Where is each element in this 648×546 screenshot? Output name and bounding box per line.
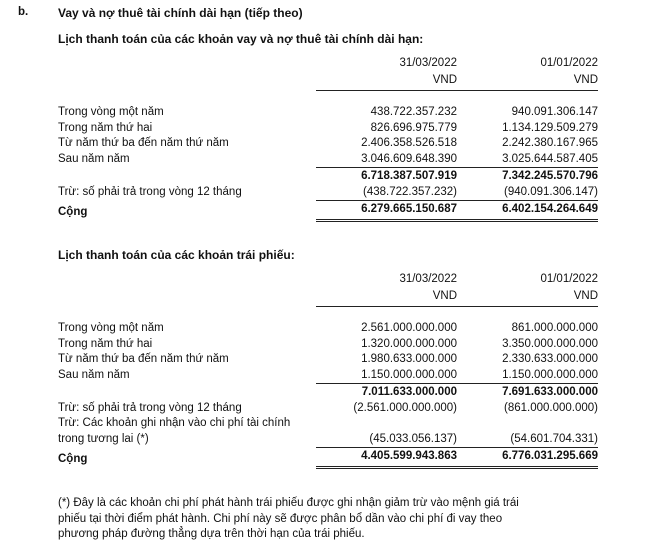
- row-value-1: (438.722.357.232): [363, 185, 457, 198]
- header-spacer: [58, 272, 316, 289]
- row-label: Trong vòng một năm: [58, 322, 164, 334]
- bond-schedule-title: Lịch thanh toán của các khoản trái phiếu:: [58, 248, 295, 262]
- row-value-2: 2.330.633.000.000: [502, 353, 598, 365]
- table-row-total: [58, 448, 598, 468]
- bond-schedule-block: [58, 248, 598, 469]
- row-value-2: 7.691.633.000.000: [457, 384, 598, 401]
- column-header-unit-2: VND: [457, 289, 598, 307]
- table-row: [58, 105, 598, 121]
- table-row: [58, 185, 598, 201]
- table-row: [58, 121, 598, 137]
- footnote-line-1: (*) Đây là các khoản chi phí phát hành trái phiếu được ghi nhận giảm trừ vào mệnh giá trái: [58, 497, 519, 509]
- bond-schedule-table: [58, 272, 598, 469]
- column-header-unit-1: VND: [316, 289, 457, 307]
- row-value-2: 1.134.129.509.279: [502, 121, 598, 134]
- header-spacer-2: [58, 73, 316, 91]
- column-header-unit-1: VND: [316, 73, 457, 91]
- table-row-total: [58, 201, 598, 221]
- row-label: Từ năm thứ ba đến năm thứ năm: [58, 137, 229, 149]
- table-row: [58, 152, 598, 168]
- footnote: [58, 496, 598, 543]
- table-row: [58, 321, 598, 337]
- table-row-subtotal: [58, 384, 598, 401]
- table-row: [58, 352, 598, 368]
- loan-schedule-title: Lịch thanh toán của các khoản vay và nợ thuê tài chính dài hạn:: [58, 32, 424, 46]
- row-value-2: 3.025.644.587.405: [502, 152, 598, 165]
- row-label: Trong năm thứ hai: [58, 121, 153, 134]
- section-label: b.: [18, 6, 29, 18]
- row-value-2: [457, 416, 598, 432]
- row-value-2: 3.350.000.000.000: [502, 337, 598, 350]
- section-title: Vay và nợ thuê tài chính dài hạn (tiếp theo): [58, 6, 303, 20]
- table-row: [58, 136, 598, 152]
- row-label: trong tương lai (*): [58, 433, 149, 445]
- table-header-units: [58, 289, 598, 307]
- table-row: [58, 432, 598, 448]
- row-value-1: 6.279.665.150.687: [316, 201, 457, 221]
- row-value-1: (45.033.056.137): [369, 432, 457, 445]
- spacer-cell: [58, 91, 598, 106]
- column-header-date-2: 01/01/2022: [540, 273, 598, 285]
- row-label: Trong vòng một năm: [58, 106, 164, 118]
- row-value-1: 4.405.599.943.863: [316, 448, 457, 468]
- table-header-dates: [58, 56, 598, 73]
- row-value-2: 940.091.306.147: [511, 106, 598, 118]
- header-spacer-2: [58, 289, 316, 307]
- row-value-2: 6.402.154.264.649: [457, 201, 598, 221]
- row-spacer: [58, 307, 598, 322]
- row-spacer: [58, 91, 598, 106]
- loan-schedule-table: [58, 56, 598, 222]
- row-value-1: 6.718.387.507.919: [316, 168, 457, 185]
- table-row: [58, 368, 598, 384]
- row-value-1: [316, 416, 457, 432]
- table-row: [58, 337, 598, 353]
- column-header-date-1: 31/03/2022: [399, 57, 457, 69]
- row-label: [58, 168, 316, 185]
- row-value-1: 1.980.633.000.000: [361, 353, 457, 365]
- column-header-unit-2: VND: [457, 73, 598, 91]
- table-header-dates: [58, 272, 598, 289]
- row-label: Trừ: số phải trả trong vòng 12 tháng: [58, 186, 242, 198]
- row-value-1: (2.561.000.000.000): [353, 401, 457, 414]
- row-value-2: (940.091.306.147): [504, 185, 598, 198]
- row-value-2: (861.000.000.000): [504, 401, 598, 414]
- row-value-1: 7.011.633.000.000: [316, 384, 457, 401]
- row-value-2: 861.000.000.000: [511, 322, 598, 334]
- row-label: Cộng: [58, 452, 88, 465]
- row-label: Trừ: số phải trả trong vòng 12 tháng: [58, 401, 242, 414]
- table-row: [58, 401, 598, 417]
- column-header-date-2: 01/01/2022: [540, 57, 598, 69]
- row-value-2: 7.342.245.570.796: [457, 168, 598, 185]
- row-value-1: 3.046.609.648.390: [361, 152, 457, 165]
- row-value-1: 438.722.357.232: [370, 106, 457, 118]
- row-value-1: 1.320.000.000.000: [361, 337, 457, 350]
- section-header: [18, 6, 630, 20]
- row-label: Trừ: Các khoản ghi nhận vào chi phí tài chính: [58, 417, 291, 429]
- table-row-subtotal: [58, 168, 598, 185]
- row-value-2: 2.242.380.167.965: [502, 137, 598, 149]
- row-value-1: 826.696.975.779: [370, 121, 457, 134]
- row-label: Từ năm thứ ba đến năm thứ năm: [58, 353, 229, 365]
- row-label: Trong năm thứ hai: [58, 337, 153, 350]
- header-spacer: [58, 56, 316, 73]
- row-label: [58, 384, 316, 401]
- row-value-1: 1.150.000.000.000: [361, 368, 457, 381]
- footnote-line-2: phiếu tại thời điểm phát hành. Chi phí này sẽ được phân bổ dần vào chi phí đi vay theo: [58, 512, 503, 525]
- row-value-2: 6.776.031.295.669: [457, 448, 598, 468]
- table-row: [58, 416, 598, 432]
- row-value-2: (54.601.704.331): [510, 432, 598, 445]
- column-header-date-1: 31/03/2022: [399, 273, 457, 285]
- row-value-2: 1.150.000.000.000: [502, 368, 598, 381]
- row-value-1: 2.406.358.526.518: [361, 137, 457, 149]
- loan-schedule-block: [58, 32, 598, 222]
- row-label: Cộng: [58, 205, 88, 218]
- footnote-line-3: phương pháp đường thẳng dựa trên thời hạn của trái phiếu.: [58, 528, 365, 540]
- row-value-1: 2.561.000.000.000: [361, 322, 457, 334]
- row-label: Sau năm năm: [58, 153, 130, 165]
- spacer-cell: [58, 307, 598, 322]
- table-header-units: [58, 73, 598, 91]
- row-label: Sau năm năm: [58, 369, 130, 381]
